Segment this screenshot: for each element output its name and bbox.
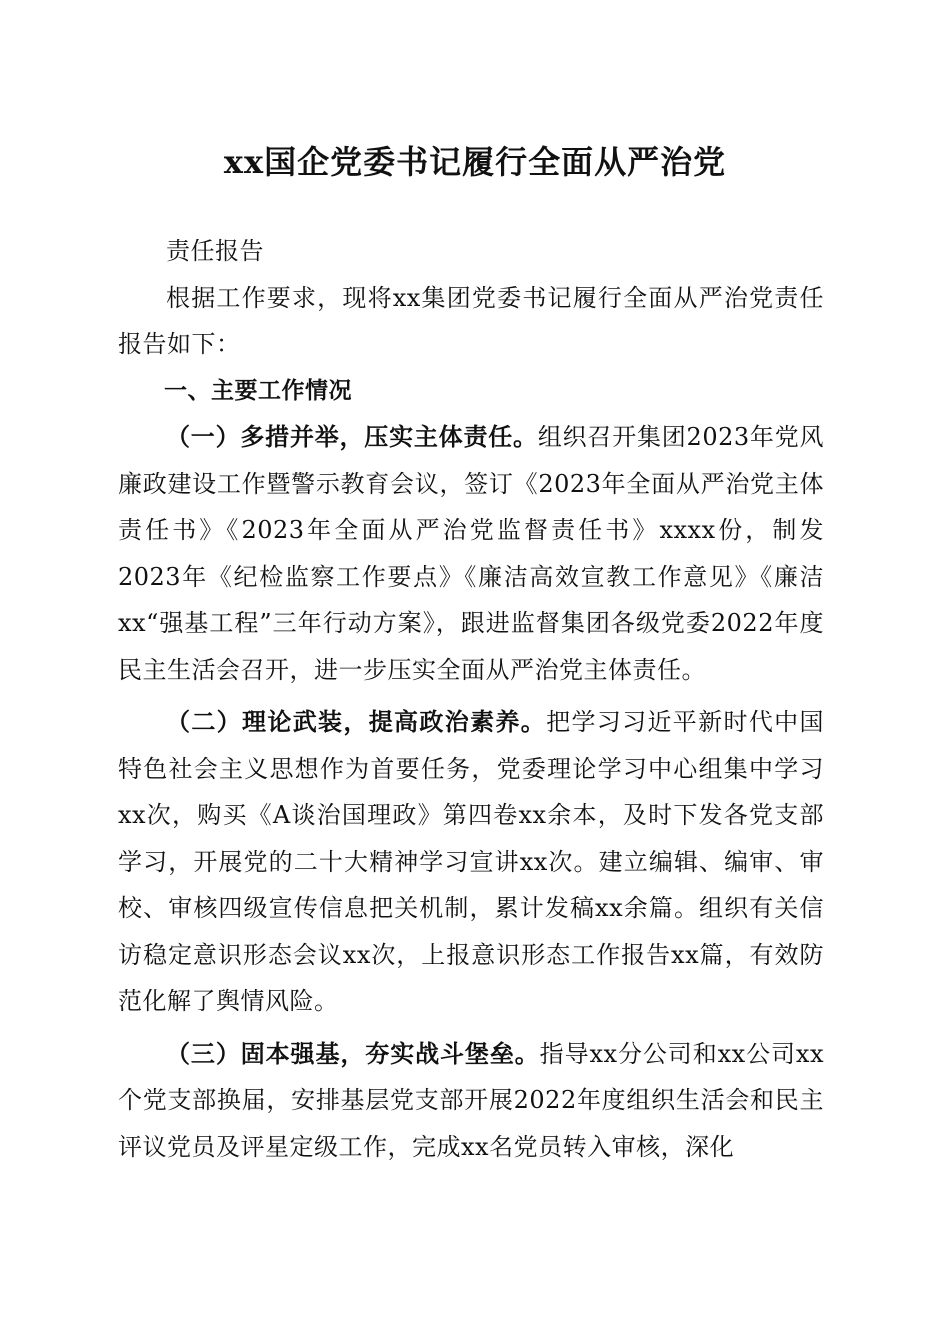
paragraph-3-heading: （三）固本强基，夯实战斗堡垒。 [166, 1038, 540, 1068]
document-body [118, 228, 824, 1170]
document-subtitle: 责任报告 [166, 237, 264, 265]
paragraph-1-heading: （一）多措并举，压实主体责任。 [166, 422, 538, 451]
document-title: xx国企党委书记履行全面从严治党 [223, 143, 727, 181]
intro-paragraph: 根据工作要求，现将xx集团党委书记履行全面从严治党责任报告如下： [118, 283, 824, 358]
paragraph-3-body: 指导xx分公司和xx公司xx个党支部换届，安排基层党支部开展2022年度组织生活会和民主评议党员及评星定级工作，完成xx名党员转入审核，深化 [118, 1039, 824, 1161]
paragraph-2-heading: （二）理论武装，提高政治素养。 [166, 707, 547, 736]
paragraph-1 [118, 414, 824, 693]
paragraph-2-body: 把学习习近平新时代中国特色社会主义思想作为首要任务，党委理论学习中心组集中学习xx次，购买《A谈治国理政》第四卷xx余本，及时下发各党支部学习，开展党的二十大精神学习宣讲xx次。建立编辑、编审、审校、审核四级宣传信息把关机制，累计发稿xx余篇。组织有关信访稳定意识形态会议xx次，上报意识形态工作报告xx篇，有效防范化解了舆情风险。 [118, 708, 825, 1015]
paragraph-1-body: 组织召开集团2023年党风廉政建设工作暨警示教育会议，签订《2023年全面从严治党主体责任书》《2023年全面从严治党监督责任书》xxxx份，制发2023年《纪检监察工作要点》《廉洁高效宣教工作意见》《廉洁xx“强基工程”三年行动方案》，跟进监督集团各级党委2022年度民主生活会召开，进一步压实全面从严治党主体责任。 [118, 423, 825, 684]
paragraph-3 [118, 1031, 824, 1171]
paragraph-2 [118, 699, 824, 1025]
section-heading: 一、主要工作情况 [164, 377, 352, 404]
